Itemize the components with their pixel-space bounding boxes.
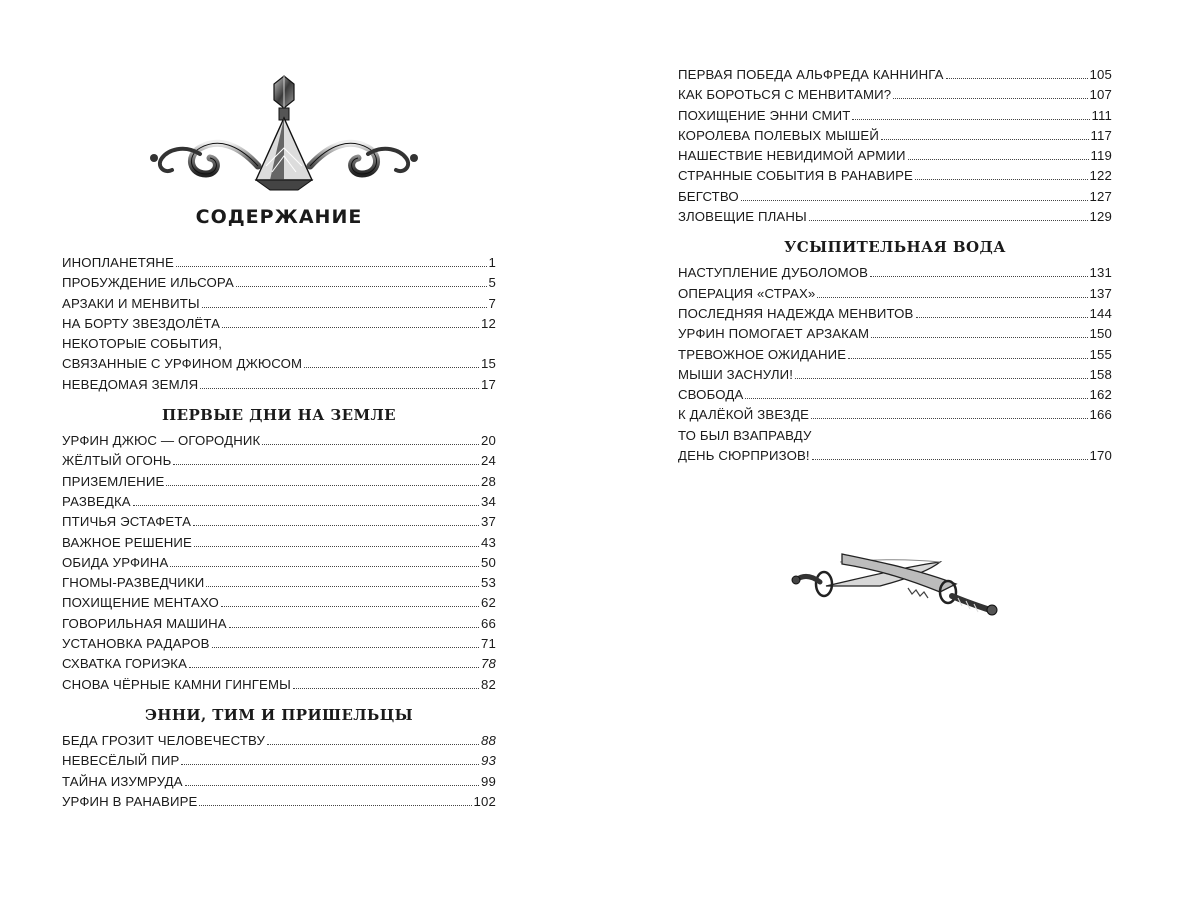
toc-entry[interactable]: НЕВЕСЁЛЫЙ ПИР 93 — [62, 753, 496, 769]
toc-entry[interactable]: НАСТУПЛЕНИЕ ДУБОЛОМОВ 131 — [678, 265, 1112, 281]
toc-entry[interactable]: ТРЕВОЖНОЕ ОЖИДАНИЕ 155 — [678, 346, 1112, 362]
toc-entry[interactable]: НЕВЕДОМАЯ ЗЕМЛЯ 17 — [62, 376, 496, 392]
toc-entry[interactable]: РАЗВЕДКА 34 — [62, 493, 496, 509]
toc-entry[interactable]: МЫШИ ЗАСНУЛИ! 158 — [678, 366, 1112, 382]
toc-entry[interactable]: УСТАНОВКА РАДАРОВ 71 — [62, 636, 496, 652]
toc-entry[interactable]: ПЕРВАЯ ПОБЕДА АЛЬФРЕДА КАННИНГА 105 — [678, 67, 1112, 82]
toc-entry[interactable]: ГОВОРИЛЬНАЯ МАШИНА 66 — [62, 615, 496, 631]
toc-entry[interactable]: АРЗАКИ И МЕНВИТЫ 7 — [62, 295, 496, 311]
toc-entry[interactable]: СНОВА ЧЁРНЫЕ КАМНИ ГИНГЕМЫ 82 — [62, 676, 496, 692]
toc-entry[interactable]: УРФИН ПОМОГАЕТ АРЗАКАМ 150 — [678, 326, 1112, 342]
toc-entry[interactable]: ПРОБУЖДЕНИЕ ИЛЬСОРА 5 — [62, 275, 496, 291]
toc-entry[interactable]: ОПЕРАЦИЯ «СТРАХ» 137 — [678, 285, 1112, 301]
toc-entry[interactable]: СВОБОДА 162 — [678, 387, 1112, 403]
toc-entry[interactable]: СХВАТКА ГОРИЭКА 78 — [62, 656, 496, 672]
toc-entry[interactable]: ПРИЗЕМЛЕНИЕ 28 — [62, 473, 496, 489]
section-title: ЭННИ, ТИМ И ПРИШЕЛЬЦЫ — [144, 705, 414, 724]
toc-entry[interactable]: ОБИДА УРФИНА 50 — [62, 554, 496, 570]
toc-entry[interactable]: ПОХИЩЕНИЕ МЕНТАХО 62 — [62, 595, 496, 611]
toc-entry[interactable]: НА БОРТУ ЗВЕЗДОЛЁТА 12 — [62, 315, 496, 331]
section-title: УСЫПИТЕЛЬНАЯ ВОДА — [784, 238, 1006, 257]
toc-entry[interactable]: БЕГСТВО 127 — [678, 188, 1112, 204]
toc-entry[interactable]: К ДАЛЁКОЙ ЗВЕЗДЕ 166 — [678, 407, 1112, 423]
toc-entry[interactable]: НАШЕСТВИЕ НЕВИДИМОЙ АРМИИ 119 — [678, 148, 1112, 164]
toc-entry[interactable]: СТРАННЫЕ СОБЫТИЯ В РАНАВИРЕ 122 — [678, 168, 1112, 184]
toc-entry[interactable]: СВЯЗАННЫЕ С УРФИНОМ ДЖЮСОМ 15 — [62, 356, 496, 372]
crossed-sabers-icon — [790, 540, 1002, 632]
toc-entry[interactable]: ПТИЧЬЯ ЭСТАФЕТА 37 — [62, 514, 496, 530]
toc-entry[interactable]: ПОХИЩЕНИЕ ЭННИ СМИТ 111 — [678, 107, 1112, 123]
toc-entry[interactable]: ЖЁЛТЫЙ ОГОНЬ 24 — [62, 453, 496, 469]
toc-entry[interactable]: КАК БОРОТЬСЯ С МЕНВИТАМИ? 107 — [678, 87, 1112, 103]
toc-entry-line1: ТО БЫЛ ВЗАПРАВДУ — [678, 427, 812, 443]
section-title: ПЕРВЫЕ ДНИ НА ЗЕМЛЕ — [162, 406, 396, 425]
page-title: СОДЕРЖАНИЕ — [195, 206, 363, 228]
toc-entry[interactable]: ДЕНЬ СЮРПРИЗОВ! 170 — [678, 448, 1112, 464]
toc-entry[interactable]: ЗЛОВЕЩИЕ ПЛАНЫ 129 — [678, 209, 1112, 225]
toc-left-column — [62, 253, 496, 812]
toc-entry[interactable]: УРФИН ДЖЮС — ОГОРОДНИК 20 — [62, 433, 496, 449]
toc-entry[interactable]: КОРОЛЕВА ПОЛЕВЫХ МЫШЕЙ 117 — [678, 127, 1112, 143]
toc-entry[interactable]: ИНОПЛАНЕТЯНЕ 1 — [62, 255, 496, 270]
toc-entry[interactable]: УРФИН В РАНАВИРЕ 102 — [62, 793, 496, 809]
toc-right-column — [678, 65, 1112, 466]
toc-entry-line1: НЕКОТОРЫЕ СОБЫТИЯ, — [62, 336, 223, 352]
crystal-scroll-ornament-icon — [148, 74, 420, 192]
toc-entry[interactable]: ПОСЛЕДНЯЯ НАДЕЖДА МЕНВИТОВ 144 — [678, 305, 1112, 321]
toc-entry[interactable]: БЕДА ГРОЗИТ ЧЕЛОВЕЧЕСТВУ 88 — [62, 732, 496, 748]
toc-entry[interactable]: ТАЙНА ИЗУМРУДА 99 — [62, 773, 496, 789]
toc-entry[interactable]: ВАЖНОЕ РЕШЕНИЕ 43 — [62, 534, 496, 550]
toc-entry[interactable]: ГНОМЫ-РАЗВЕДЧИКИ 53 — [62, 575, 496, 591]
